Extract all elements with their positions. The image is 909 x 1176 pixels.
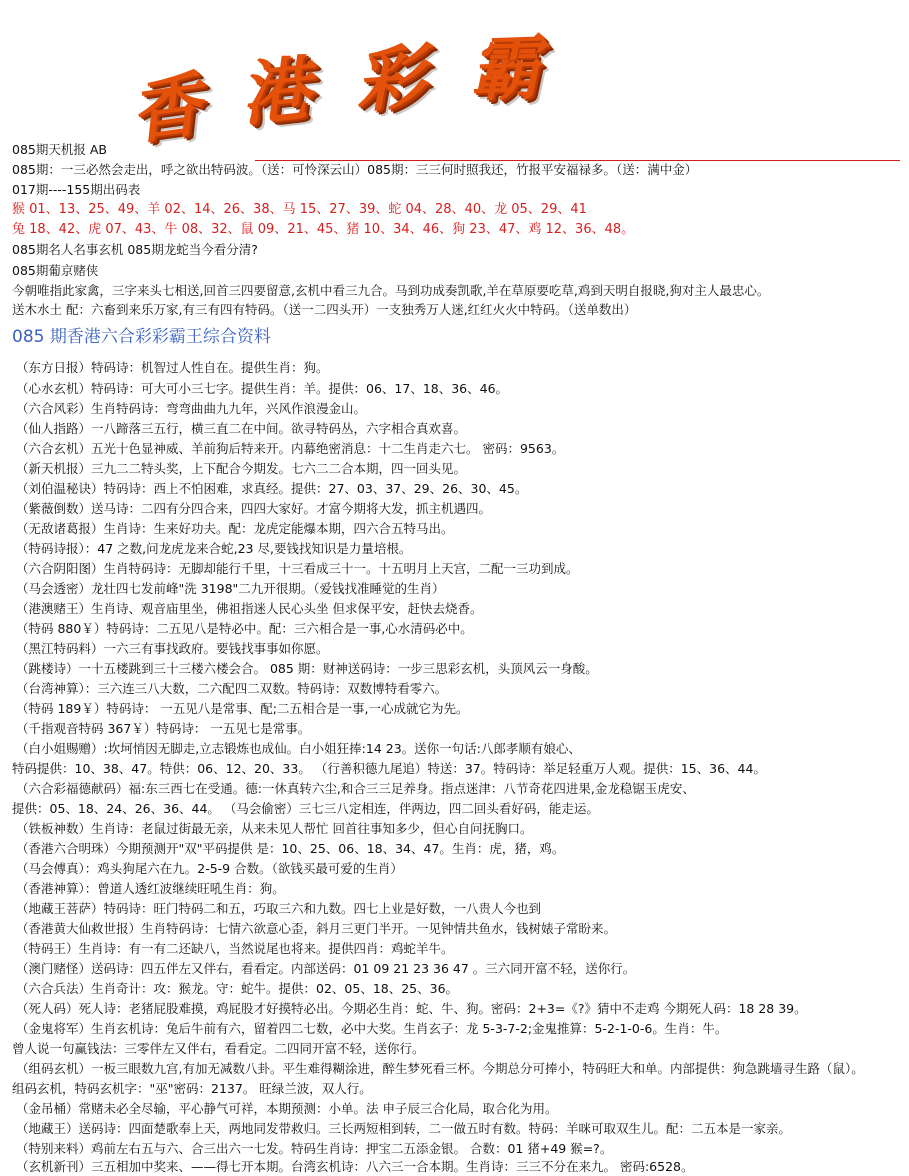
list-item: （香港神算）：曾道人透红波继续旺吼生肖：狗。 <box>16 881 285 896</box>
list-item: （东方日报）特码诗：机智过人性自在。提供生肖：狗。 <box>16 360 329 375</box>
intro-line-4: 送木水土 配：六畜到来乐万家,有三有四有特码。（送一二四头开）一支独秀万人迷,红红火火中特码。（送单数出） <box>12 302 637 317</box>
list-item: （铁板神数）生肖诗：老鼠过街最无亲，从来未见人帮忙 回首往事知多少，但心自问抚胸口。 <box>16 821 533 836</box>
list-item: （港澳赌王）生肖诗、观音庙里坐，佛祖指迷人民心头坐 但求保平安，赶快去烧香。 <box>16 601 483 616</box>
list-item: （组码玄机）一板三眼数九宫,有加无减数八卦。平生难得糊涂进，醉生梦死看三杯。今期总分可捧小，特码旺大和单。内部提供：狗急跳墙寻生路（鼠）。 <box>16 1061 864 1076</box>
list-item: （心水玄机）特码诗：可大可小三七字。提供生肖：羊。提供：06、17、18、36、46。 <box>16 381 509 396</box>
list-item: （特码王）生肖诗：有一有二还缺八，当然说尾也将来。提供四肖：鸡蛇羊牛。 <box>16 941 454 956</box>
list-item: （六合彩福德献码）福:东三西七在受通。德:一休真转六尘,和合三三足养身。指点迷津：八节奇花四进果,金龙稳锯玉虎安、 <box>16 781 695 796</box>
banner-char: 香 <box>125 62 207 155</box>
banner-char: 彩 <box>352 34 429 123</box>
header-line-1: 085期天机报 AB <box>12 142 107 157</box>
list-item: （地藏王菩萨）特码诗：旺门特码二和五，巧取三六和九数。四七上业是好数，一八贵人今也到 <box>16 901 542 916</box>
list-item: （特码诗报）：47 之数,问龙虎龙来合蛇,23 尽,要钱找知识是力量培根。 <box>16 541 412 556</box>
list-item: （紫薇倒数）送马诗：二四有分四合来，四四大家好。才富今期将大发，抓主机遇四。 <box>16 501 492 516</box>
list-item: （特别来料）鸡前左右五与六、合三出六一七发。特码生肖诗：押宝二五添金银。 合数：01 猪+49 猴=?。 <box>16 1141 613 1156</box>
intro-line-1: 085期名人名事玄机 085期龙蛇当今看分清? <box>12 242 258 257</box>
header-line-3: 017期----155期出码表 <box>12 182 141 197</box>
list-item: （黑江特码料）一六三有事找政府。要钱找事事如你愿。 <box>16 641 329 656</box>
list-item: （玄机新刊）三五相加中奖来、——得七开本期。台湾玄机诗：八六三一合本期。生肖诗：三三不分在来九。 密码:6528。 <box>16 1159 694 1174</box>
list-item: （跳楼诗）一十五楼跳到三十三楼六楼会合。 085 期：财神送码诗：一步三思彩玄机，头顶风云一身酸。 <box>16 661 598 676</box>
list-item: （特码 189￥）特码诗： 一五见八是常事、配;二五相合是一事,一心成就它为先。 <box>16 701 469 716</box>
list-item: （特码 880￥）特码诗：二五见八是特必中。配：三六相合是一事,心水清码必中。 <box>16 621 473 636</box>
list-item: （六合风彩）生肖特码诗：弯弯曲曲九九年，兴风作浪漫金山。 <box>16 401 367 416</box>
intro-line-2: 085期葡京赌侠 <box>12 263 99 278</box>
code-table-row-2: 兔 18、42、虎 07、43、牛 08、32、鼠 09、21、45、猪 10、34、46、狗 23、47、鸡 12、36、48。 <box>12 222 635 237</box>
intro-line-3: 今朝唯指此家禽，三字来头七相送,回首三四要留意,玄机中看三九合。马到功成奏凯歌,羊在草原要吃草,鸡到天明自报晓,狗对主人最忠心。 <box>12 283 770 298</box>
list-item: 曾人说一句赢钱法：三零伴左又伴右，看看定。二四同开富不轻，送你行。 <box>12 1041 425 1056</box>
list-item: （金吊桶）常赌未必全尽输，平心静气可祥，本期预测：小单。法 申子辰三合化局，取合化为用。 <box>16 1101 558 1116</box>
list-item: （澳门赌怪）送码诗：四五伴左又伴右，看看定。内部送码：01 09 21 23 36 47 。三六同开富不轻，送你行。 <box>16 961 636 976</box>
list-item: （无敌诸葛报）生肖诗：生来好功夫。配：龙虎定能爆本期，四六合五特马出。 <box>16 521 454 536</box>
section-title: 085 期香港六合彩彩霸王综合资料 <box>12 327 271 347</box>
list-item: （地藏王）送码诗：四面楚歌奉上天，两地同发带救归。三长两短相到转，二一做五时有数。特码：羊咪可取双生儿。配：二五本是一家亲。 <box>16 1121 792 1136</box>
list-item: （马会傅真）：鸡头狗尾六在九。2-5-9 合数。（欲钱买最可爱的生肖） <box>16 861 403 876</box>
code-table-row-1: 猴 01、13、25、49、羊 02、14、26、38、马 15、27、39、蛇 04、28、40、龙 05、29、41 <box>12 202 587 217</box>
list-item: （仙人指路）一八蹄落三五行，横三直二在中间。欲寻特码丛，六字相合真欢喜。 <box>16 421 467 436</box>
list-item: （刘伯温秘诀）特码诗：西上不怕困难，求真经。提供：27、03、37、29、26、30、45。 <box>16 481 528 496</box>
list-item: （台湾神算）：三六连三八大数，二六配四二双数。特码诗：双数博特看零六。 <box>16 681 448 696</box>
list-item: （白小姐赐赠）:坎坷悄因无脚走,立志锻炼也成仙。白小姐狂捧:14 23。送你一句话:八郎孝顺有娘心、 <box>16 741 581 756</box>
banner-logo <box>125 18 560 155</box>
list-item: （香港六合明珠）今期预测开"双"平码提供 是：10、25、06、18、34、47。生肖：虎，猪，鸡。 <box>16 841 565 856</box>
list-item: （金鬼将军）生肖玄机诗：兔后牛前有六，留着四二七数，必中大奖。生肖玄子：龙 5-3-7-2;金鬼推算：5-2-1-0-6。生肖：牛。 <box>16 1021 728 1036</box>
header-line-2: 085期：一三必然会走出，呼之欲出特码波。（送：可怜深云山）085期：三三何时照我还，竹报平安福禄多。（送：满中金） <box>12 162 698 177</box>
list-item: 特码提供：10、38、47。特供：06、12、20、33。 （行善积德九尾追）特送：37。特码诗：举足轻重万人观。提供：15、36、44。 <box>12 761 766 776</box>
list-item: （死人码）死人诗：老猪屁股难摸，鸡屁股才好摸特必出。今期必生肖：蛇、牛、狗。密码：2+3=《?》猜中不走鸡 今期死人码：18 28 39。 <box>16 1001 807 1016</box>
list-item: （六合兵法）生肖奇计：攻：猴龙。守：蛇牛。提供：02、05、18、25、36。 <box>16 981 459 996</box>
list-item: （六合阴阳图）生肖特码诗：无脚却能行千里，十三看成三十一。十五明月上天宫，二配一三功到成。 <box>16 561 579 576</box>
list-item: （马会透密）龙壮四七发前峰"洗 3198"二九开很期。（爱钱找准睡觉的生肖） <box>16 581 445 596</box>
list-item: （六合玄机）五光十色显神威、羊前狗后特来开。内幕绝密消息：十二生肖走六七。 密码：9563。 <box>16 441 565 456</box>
list-item: （千指观音特码 367￥）特码诗： 一五见七是常事。 <box>16 721 311 736</box>
list-item: （新天机报）三九二二特头奖，上下配合今期发。七六二二合本期，四一回头见。 <box>16 461 467 476</box>
list-item: （香港黄大仙救世报）生肖特码诗：七情六欲意心歪，斜月三更门半开。一见钟情共鱼水，钱树婊子常盼来。 <box>16 921 617 936</box>
banner-char: 霸 <box>468 25 542 112</box>
banner-char: 港 <box>236 46 315 137</box>
list-item: 提供：05、18、24、26、36、44。 （马会偷密）三七三八定相连，伴两边，四二回头看好码，能走运。 <box>12 801 599 816</box>
list-item: 组码玄机，特码玄机字："巫"密码：2137。 旺绿兰波，双人行。 <box>12 1081 372 1096</box>
